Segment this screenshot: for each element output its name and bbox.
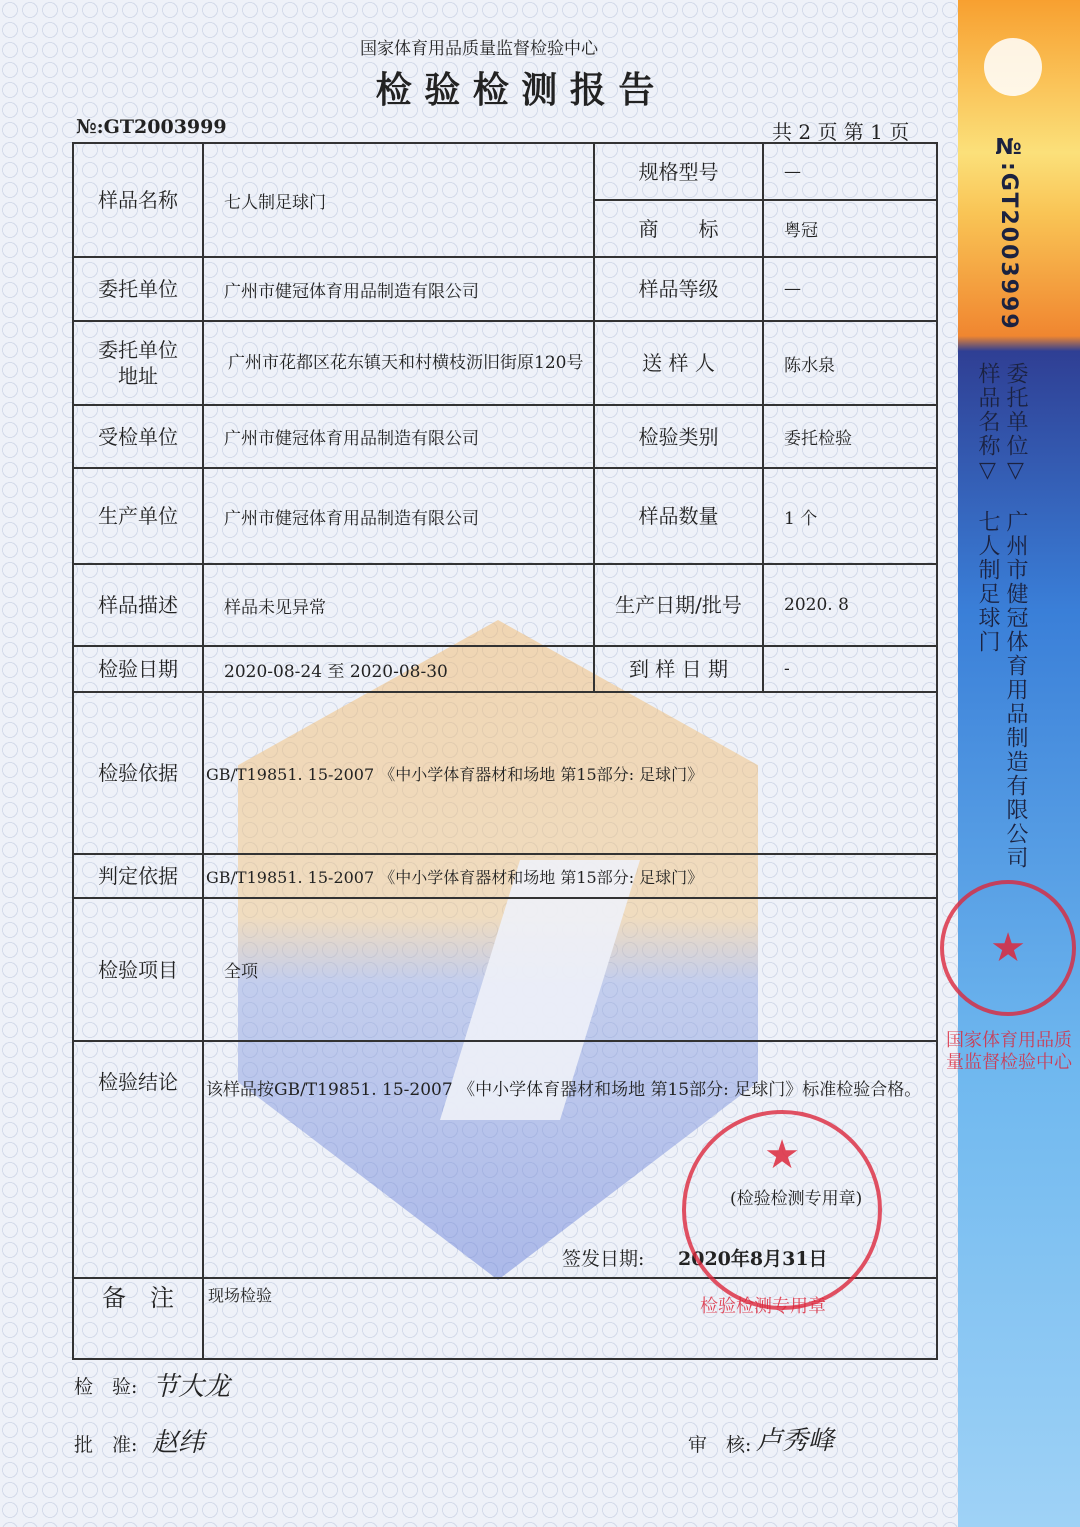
strip-client: 广州市健冠体育用品制造有限公司 [1003, 510, 1028, 870]
org-name: 国家体育用品质量监督检验中心 [360, 39, 598, 59]
label-test-items: 检验项目 [72, 897, 204, 1042]
strip-client-label: 委托单位▽ [1003, 362, 1028, 485]
logo-icon [984, 38, 1042, 96]
label-sample-name: 样品名称 [72, 142, 204, 258]
side-seal-text: 国家体育用品质量监督检验中心 [946, 1030, 1072, 1073]
value-client-address: 广州市花都区花东镇天和村横枝沥旧街原120号 [202, 320, 595, 406]
label-grade: 样品等级 [593, 256, 764, 322]
value-inspected-unit: 广州市健冠体育用品制造有限公司 [202, 404, 595, 469]
value-judgement-basis: GB/T19851. 15-2007 《中小学体育器材和场地 第15部分: 足球门》 [202, 853, 938, 899]
value-category: 委托检验 [762, 404, 938, 469]
label-arrival-date: 到 样 日 期 [593, 645, 764, 693]
value-grade: — [762, 256, 938, 322]
seal-text: 检验检测专用章 [700, 1296, 826, 1317]
label-conclusion: 检验结论 [72, 1040, 204, 1279]
value-brand: 粤冠 [762, 199, 938, 258]
approver-label: 批 准: [74, 1434, 138, 1456]
inspector-label: 检 验: [74, 1376, 138, 1398]
strip-report-number: №:GT2003999 [996, 135, 1021, 331]
label-test-date: 检验日期 [72, 645, 204, 693]
issue-date: 2020年8月31日 [678, 1248, 828, 1270]
label-brand: 商 标 [593, 199, 764, 258]
value-test-items: 全项 [202, 897, 938, 1042]
approver-signature: 赵纬 [152, 1428, 205, 1458]
value-remark: 现场检验 [202, 1277, 938, 1360]
value-quantity: 1 个 [762, 467, 938, 565]
label-batch: 生产日期/批号 [593, 563, 764, 647]
reviewer-label: 审 核: [688, 1434, 752, 1456]
strip-sample: 七人制足球门 [975, 510, 1000, 654]
label-spec: 规格型号 [593, 142, 764, 201]
official-seal-stamp: ★ [682, 1110, 882, 1310]
label-judgement-basis: 判定依据 [72, 853, 204, 899]
label-inspected-unit: 受检单位 [72, 404, 204, 469]
value-sender: 陈水泉 [762, 320, 938, 406]
label-client: 委托单位 [72, 256, 204, 322]
reviewer-signature: 卢秀峰 [756, 1426, 835, 1456]
label-sender: 送 样 人 [593, 320, 764, 406]
page-title: 检 验 检 测 报 告 [375, 69, 655, 111]
value-batch: 2020. 8 [762, 563, 938, 647]
report-number: №:GT2003999 [76, 116, 227, 138]
value-test-date: 2020-08-24 至 2020-08-30 [202, 645, 595, 693]
side-seal-stamp: ★ [940, 880, 1076, 1016]
value-description: 样品未见异常 [202, 563, 595, 647]
value-spec: — [762, 142, 938, 201]
page-count: 共 2 页 第 1 页 [772, 120, 910, 144]
label-producer: 生产单位 [72, 467, 204, 565]
seal-note: (检验检测专用章) [730, 1189, 863, 1209]
side-strip [958, 0, 1080, 1527]
value-client: 广州市健冠体育用品制造有限公司 [202, 256, 595, 322]
issue-date-label: 签发日期: [562, 1248, 645, 1270]
value-producer: 广州市健冠体育用品制造有限公司 [202, 467, 595, 565]
inspector-signature: 节大龙 [152, 1372, 231, 1402]
label-client-address: 委托单位 地址 [72, 320, 204, 406]
label-category: 检验类别 [593, 404, 764, 469]
value-conclusion: 该样品按GB/T19851. 15-2007 《中小学体育器材和场地 第15部分: 足球门》标准检验合格。 [206, 1080, 922, 1100]
label-description: 样品描述 [72, 563, 204, 647]
value-sample-name: 七人制足球门 [202, 142, 595, 258]
label-remark: 备 注 [72, 1277, 204, 1360]
strip-sample-label: 样品名称▽ [975, 362, 1000, 485]
label-quantity: 样品数量 [593, 467, 764, 565]
label-basis: 检验依据 [72, 691, 204, 855]
value-arrival-date: - [762, 645, 938, 693]
value-basis: GB/T19851. 15-2007 《中小学体育器材和场地 第15部分: 足球门》 [202, 691, 938, 855]
